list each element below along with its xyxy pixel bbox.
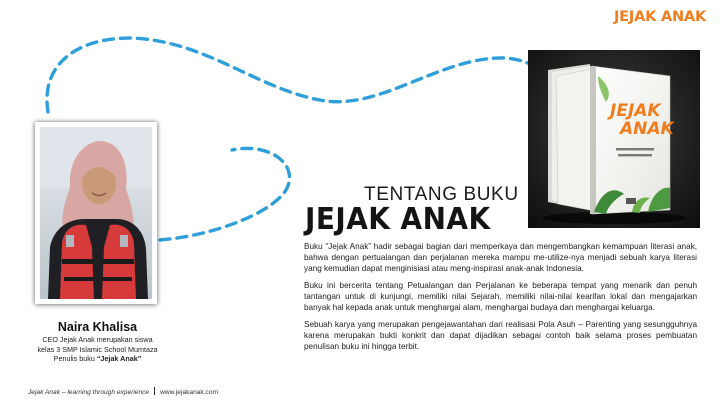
paragraph-3: Sebuah karya yang merupakan pengejawantahan dari realisasi Pola Asuh – Parenting yang sesungguhnya karena merupakan bukti konkrit dan dapat dijadikan sebagai contoh baik selama proses pembuatan penulisan buku ini hingga terbit. bbox=[304, 320, 697, 351]
brand-logo: JEJAK ANAK bbox=[613, 9, 706, 25]
person-desc-line-1: CEO Jejak Anak merupakan siswa bbox=[42, 335, 153, 344]
person-desc-prefix: Penulis buku bbox=[53, 354, 97, 364]
paragraph-1: Buku “Jejak Anak” hadir sebagai bagian dari memperkaya dan mengembangkan kemampuan literasi anak, bahwa dengan pertualangan dan perjalanan mereka mampu me-utilize-nya menjadi sebuah karya literasi yang kemudian dapat menginisiasi atau meng-inspirasi anak-anak Indonesia. bbox=[304, 242, 697, 273]
cover-title-line-1: JEJAK bbox=[610, 101, 661, 121]
book-cover-icon bbox=[528, 50, 700, 228]
profile-photo-frame bbox=[35, 122, 157, 304]
paragraph-2: Buku ini bercerita tentang Petualangan dan Perjalanan ke beberapa tempat yang menarik dan penuh tantangan untuk di kunjungi, memiliki nilai Sejarah, memiliki nilai-nilai kearifan lokal dan mengajarkan banyak hal kepada anak untuk menghargai alam, menghargai budaya dan menghargai keluarga. bbox=[304, 281, 697, 312]
person-desc-line-3 bbox=[0, 354, 195, 364]
person-description bbox=[0, 335, 195, 364]
book-mockup bbox=[528, 50, 700, 228]
heading-main: JEJAK ANAK bbox=[305, 202, 491, 237]
footer bbox=[28, 387, 218, 396]
person-desc-line-2: kelas 3 SMP Islamic School Mumtaza bbox=[37, 344, 158, 354]
person-desc-book-title: “Jejak Anak” bbox=[96, 354, 142, 364]
footer-website: www.jejakanak.com bbox=[160, 389, 218, 396]
cover-title-line-2: ANAK bbox=[620, 119, 674, 139]
footer-divider bbox=[154, 387, 155, 395]
portrait-photo-icon bbox=[40, 127, 152, 299]
person-name: Naira Khalisa bbox=[57, 320, 138, 334]
footer-tagline: Jejak Anak – learning through experience bbox=[28, 389, 150, 396]
heading-top: TENTANG BUKU bbox=[364, 184, 519, 205]
body-text bbox=[304, 241, 697, 358]
